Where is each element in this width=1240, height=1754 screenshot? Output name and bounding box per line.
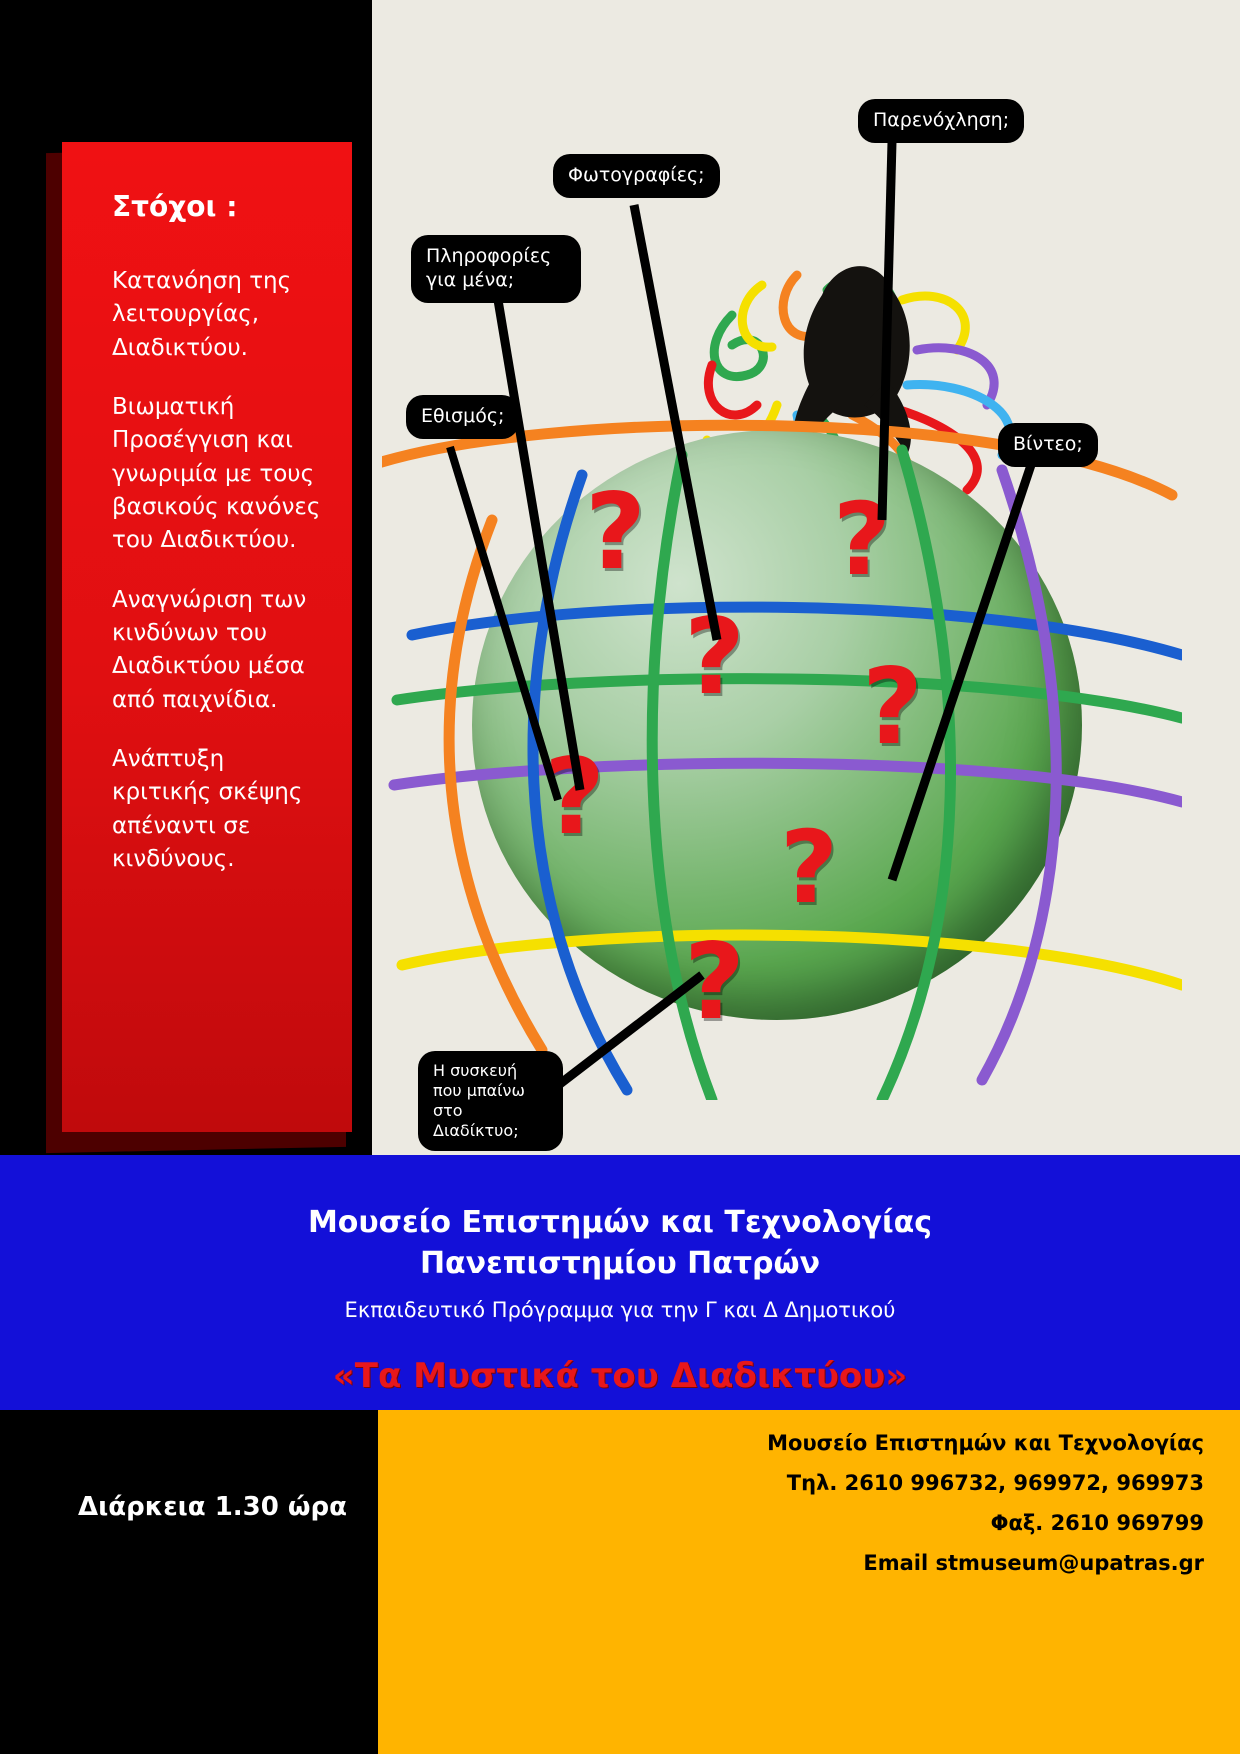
question-mark: ? (780, 809, 839, 926)
contact-museum: Μουσείο Επιστημών και Τεχνολογίας (767, 1431, 1204, 1455)
goals-item: Κατανόηση της λειτουργίας, Διαδικτύου. (112, 268, 292, 361)
goals-box (62, 142, 352, 1132)
callout-addiction: Εθισμός; (407, 396, 518, 438)
organization-name (0, 1155, 1240, 1284)
duration-panel (0, 1410, 378, 1754)
contact-block (767, 1424, 1204, 1584)
callout-leader-lines (372, 0, 1240, 1155)
contact-panel (378, 1410, 1240, 1754)
callout-info-about-me: Πληροφορίες για μένα; (412, 236, 580, 302)
contact-phone: Τηλ. 2610 996732, 969972, 969973 (786, 1470, 1204, 1495)
goals-heading: Στόχοι : (112, 190, 238, 223)
contact-email: Email stmuseum@upatras.gr (863, 1550, 1204, 1575)
duration-text: Διάρκεια 1.30 ώρα (78, 1492, 347, 1522)
question-mark: ? (862, 646, 923, 768)
callout-harassment: Παρενόχληση; (859, 100, 1023, 142)
question-mark: ? (684, 921, 745, 1043)
goals-item: Βιωματική Προσέγγιση και γνωριμία με τους βασικούς κανόνες του Διαδικτύου. (112, 394, 321, 554)
goals-item: Αναγνώριση των κινδύνων του Διαδικτύου μέσα από παιχνίδια. (112, 586, 307, 713)
illustration-panel (372, 0, 1240, 1155)
footer-blue-band (0, 1155, 1240, 1410)
program-title: «Τα Μυστικά του Διαδικτύου» (332, 1356, 908, 1396)
callout-video: Βίντεο; (999, 424, 1097, 466)
goals-item: Ανάπτυξη κριτικής σκέψης απέναντι σε κινδύνους. (112, 746, 303, 873)
program-subtitle: Εκπαιδευτικό Πρόγραμμα για την Γ και Δ Δημοτικού (344, 1298, 896, 1322)
question-mark: ? (684, 596, 745, 718)
callout-device: Η συσκευή που μπαίνω στο Διαδίκτυο; (419, 1052, 562, 1150)
organization-line1: Μουσείο Επιστημών και Τεχνολογίας (307, 1205, 933, 1240)
question-mark: ? (544, 736, 605, 858)
callout-photos: Φωτογραφίες; (554, 155, 719, 197)
question-mark: ? (833, 481, 892, 598)
contact-fax: Φαξ. 2610 969799 (990, 1510, 1204, 1535)
question-mark: ? (585, 471, 646, 593)
organization-line2: Πανεπιστημίου Πατρών (419, 1245, 821, 1281)
